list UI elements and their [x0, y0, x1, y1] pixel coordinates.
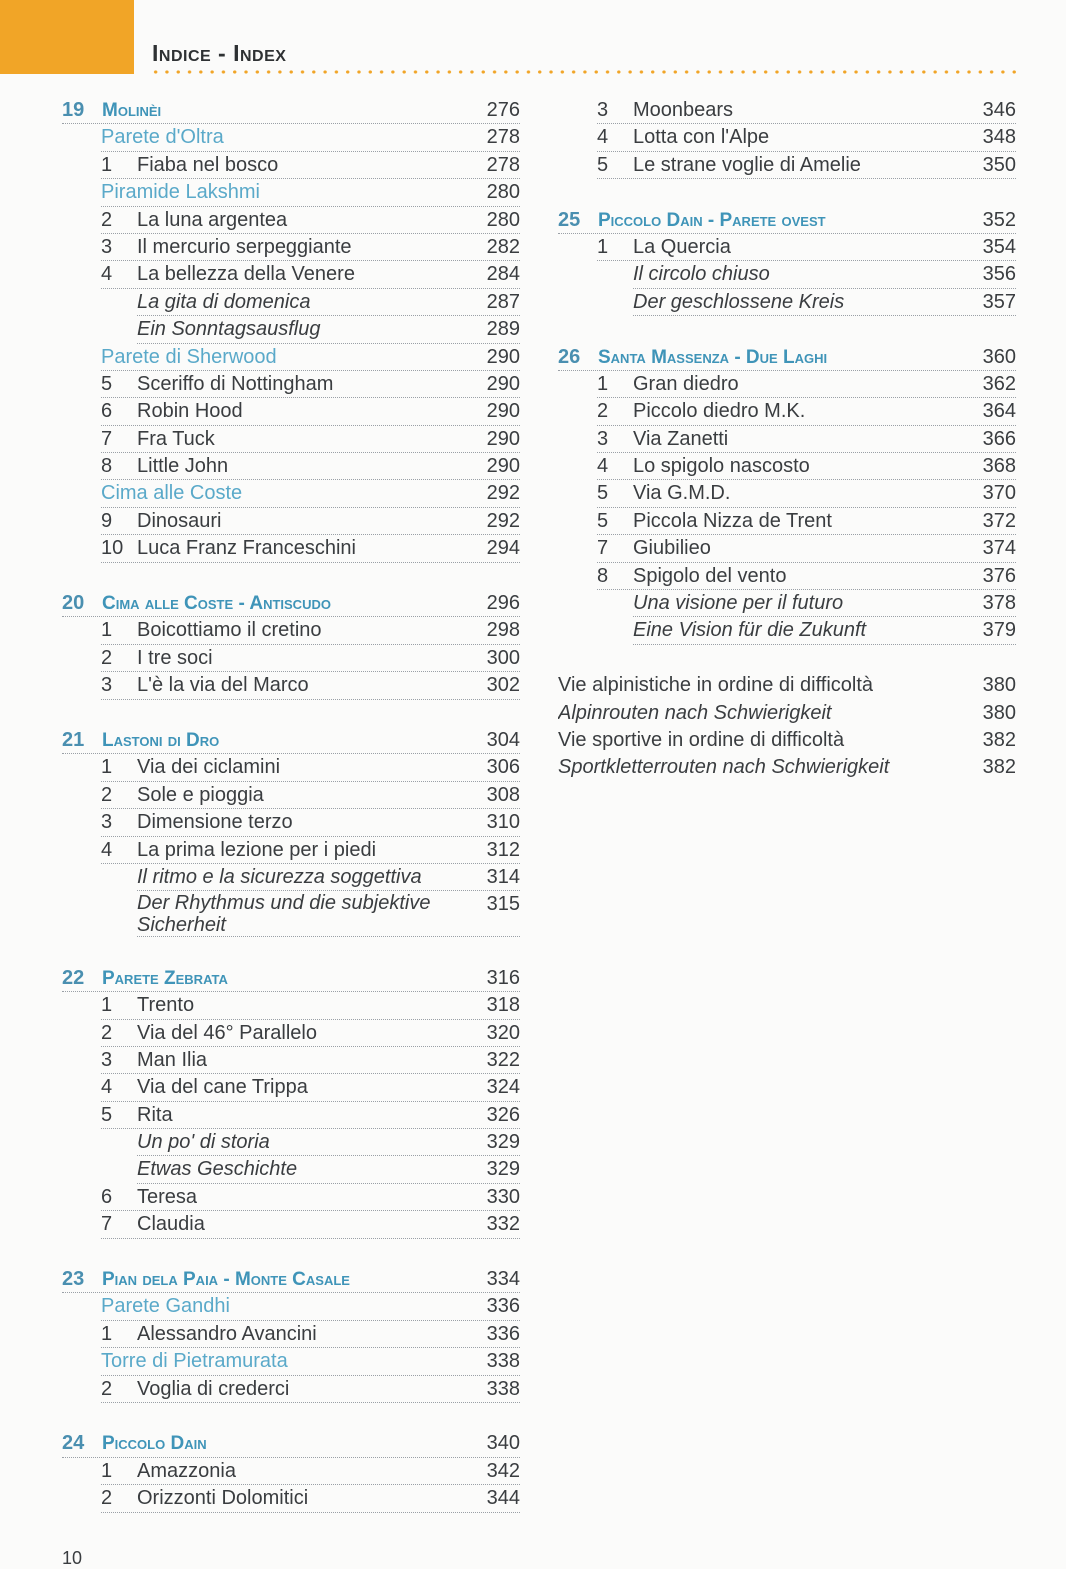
appendix-entry — [558, 672, 1016, 699]
page-ref: 372 — [982, 509, 1016, 532]
route-entry — [101, 617, 520, 644]
chapter-entry — [62, 590, 520, 700]
page-ref: 292 — [486, 482, 520, 505]
page-ref: 290 — [486, 372, 520, 395]
route-number: 1 — [597, 372, 609, 395]
entry-title: La gita di domenica — [137, 290, 311, 313]
page-ref: 382 — [982, 728, 1016, 751]
route-number: 3 — [101, 235, 113, 258]
route-entry — [597, 453, 1016, 480]
entry-title: Eine Vision für die Zukunft — [633, 619, 867, 642]
route-number: 7 — [101, 1213, 113, 1236]
page-ref: 379 — [982, 619, 1016, 642]
spacer — [62, 563, 520, 590]
appendix-entry — [558, 727, 1016, 754]
entry-title: Un po' di storia — [137, 1131, 270, 1154]
page-ref: 354 — [982, 235, 1016, 258]
chapter-number: 25 — [558, 208, 581, 231]
entry-title: Via del cane Trippa — [137, 1076, 308, 1099]
essay-entry — [633, 289, 1016, 316]
chapter-title: Pian dela Paia - Monte Casale — [102, 1269, 350, 1291]
chapter-entry — [62, 965, 520, 1239]
route-entry — [101, 809, 520, 836]
route-number: 1 — [101, 1322, 113, 1345]
spacer — [558, 645, 1016, 672]
page-ref: 298 — [486, 619, 520, 642]
route-number: 2 — [101, 646, 113, 669]
page-ref: 378 — [982, 592, 1016, 615]
entry-title: Piccolo diedro M.K. — [633, 400, 806, 423]
route-number: 2 — [101, 1377, 113, 1400]
page-ref: 346 — [982, 99, 1016, 121]
route-number: 1 — [597, 235, 609, 258]
chapter-number: 26 — [558, 345, 581, 368]
appendix-entry — [558, 754, 1016, 781]
page-ref: 276 — [486, 99, 520, 121]
entry-title: Vie sportive in ordine di difficoltà — [558, 728, 845, 751]
page-ref: 338 — [486, 1350, 520, 1373]
route-entry — [101, 1184, 520, 1211]
entry-title: Una visione per il futuro — [633, 592, 844, 615]
page-ref: 290 — [486, 345, 520, 368]
entry-title: La prima lezione per i piedi — [137, 838, 377, 861]
chapter-title: Santa Massenza - Due Laghi — [598, 346, 828, 368]
entry-title: Rita — [137, 1103, 173, 1126]
page-ref: 314 — [486, 865, 520, 888]
chapter-entry — [558, 672, 1016, 782]
entry-title: Torre di Pietramurata — [101, 1350, 288, 1373]
page-ref: 315 — [486, 893, 520, 916]
route-number: 5 — [597, 482, 609, 505]
entry-title: Amazzonia — [137, 1459, 236, 1482]
route-number: 5 — [597, 509, 609, 532]
route-number: 5 — [597, 153, 609, 176]
route-number: 1 — [101, 756, 113, 779]
appendix-entry — [558, 700, 1016, 727]
page-ref: 292 — [486, 509, 520, 532]
page-ref: 278 — [486, 153, 520, 176]
route-number: 8 — [597, 564, 609, 587]
page-ref: 382 — [982, 756, 1016, 779]
page-ref: 380 — [982, 674, 1016, 697]
page-ref: 352 — [982, 208, 1016, 231]
page-ref: 284 — [486, 263, 520, 286]
page-ref: 290 — [486, 400, 520, 423]
section-heading — [101, 344, 520, 371]
page-ref: 326 — [486, 1103, 520, 1126]
page-ref: 360 — [982, 345, 1016, 368]
entry-title: Dinosauri — [137, 509, 222, 532]
entry-title: Der Rhythmus und die subjektive Sicherheit — [137, 892, 431, 937]
entry-title: Il ritmo e la sicurezza soggettiva — [137, 865, 422, 888]
route-entry — [101, 1102, 520, 1129]
page-ref: 348 — [982, 126, 1016, 149]
chapter-entry — [558, 344, 1016, 645]
section-heading — [101, 124, 520, 151]
page-ref: 330 — [486, 1185, 520, 1208]
entry-title: Man Ilia — [137, 1048, 208, 1071]
entry-title: L'è la via del Marco — [137, 674, 309, 697]
page-ref: 278 — [486, 126, 520, 149]
page-ref: 332 — [486, 1213, 520, 1236]
page-ref: 280 — [486, 208, 520, 231]
page-ref: 294 — [486, 537, 520, 560]
page-ref: 296 — [486, 592, 520, 615]
chapter-title: Parete Zebrata — [102, 967, 228, 989]
chapter-title: Lastoni di Dro — [102, 729, 220, 751]
entry-title: Sceriffo di Nottingham — [137, 372, 334, 395]
route-number: 6 — [101, 1185, 113, 1208]
entry-title: Robin Hood — [137, 400, 243, 423]
page-ref: 344 — [486, 1487, 520, 1510]
essay-entry — [633, 261, 1016, 288]
spacer — [62, 1239, 520, 1266]
entry-title: Spigolo del vento — [633, 564, 787, 587]
route-entry — [101, 672, 520, 699]
entry-title: Boicottiamo il cretino — [137, 619, 322, 642]
essay-entry — [137, 1129, 520, 1156]
route-entry — [101, 1485, 520, 1512]
entry-title: Gran diedro — [633, 372, 739, 395]
essay-entry — [137, 1156, 520, 1183]
chapter-heading — [62, 590, 520, 617]
page-ref: 280 — [486, 181, 520, 204]
page-ref: 350 — [982, 153, 1016, 176]
section-heading — [101, 179, 520, 206]
page-ref: 287 — [486, 290, 520, 313]
page-ref: 336 — [486, 1322, 520, 1345]
essay-entry — [633, 617, 1016, 644]
page-number: 10 — [62, 1548, 83, 1568]
spacer — [62, 700, 520, 727]
chapter-heading — [62, 1430, 520, 1457]
chapter-heading — [62, 97, 520, 124]
page-ref: 320 — [486, 1021, 520, 1044]
page-ref: 362 — [982, 372, 1016, 395]
entry-title: Ein Sonntagsausflug — [137, 318, 321, 341]
route-entry — [101, 453, 520, 480]
entry-title: Via del 46° Parallelo — [137, 1021, 317, 1044]
spacer — [62, 1403, 520, 1430]
entry-title: Sportkletterrouten nach Schwierigkeit — [558, 756, 890, 779]
spacer — [62, 937, 520, 964]
page-ref: 340 — [486, 1432, 520, 1455]
route-number: 2 — [101, 1487, 113, 1510]
entry-title: La bellezza della Venere — [137, 263, 355, 286]
route-entry — [101, 261, 520, 288]
route-entry — [597, 97, 1016, 124]
page-ref: 329 — [486, 1158, 520, 1181]
entry-title: Via Zanetti — [633, 427, 729, 450]
entry-title: Dimensione terzo — [137, 811, 293, 834]
route-entry — [101, 1211, 520, 1238]
page-ref: 324 — [486, 1076, 520, 1099]
entry-title: Parete d'Oltra — [101, 126, 224, 149]
index-column-left — [62, 97, 520, 1513]
entry-title: Luca Franz Franceschini — [137, 537, 356, 560]
entry-title: Il mercurio serpeggiante — [137, 235, 352, 258]
chapter-number: 23 — [62, 1268, 85, 1291]
essay-entry — [137, 289, 520, 316]
route-number: 1 — [101, 153, 113, 176]
route-entry — [101, 645, 520, 672]
page-ref: 316 — [486, 966, 520, 989]
page-ref: 334 — [486, 1268, 520, 1291]
route-number: 4 — [597, 126, 609, 149]
page-ref: 318 — [486, 994, 520, 1017]
route-entry — [101, 1020, 520, 1047]
essay-entry — [137, 864, 520, 891]
entry-title: Der geschlossene Kreis — [633, 290, 845, 313]
page-ref: 356 — [982, 263, 1016, 286]
route-number: 3 — [101, 811, 113, 834]
page-ref: 304 — [486, 728, 520, 751]
route-entry — [597, 563, 1016, 590]
route-number: 10 — [101, 537, 124, 560]
section-heading — [101, 1348, 520, 1375]
entry-title: Etwas Geschichte — [137, 1158, 298, 1181]
page-ref: 329 — [486, 1131, 520, 1154]
chapter-entry — [558, 97, 1016, 179]
route-number: 2 — [597, 400, 609, 423]
chapter-entry — [62, 97, 520, 563]
entry-title: Moonbears — [633, 99, 734, 121]
route-entry — [597, 480, 1016, 507]
entry-title: Piccola Nizza de Trent — [633, 509, 832, 532]
page-ref: 290 — [486, 427, 520, 450]
entry-title: Orizzonti Dolomitici — [137, 1487, 309, 1510]
page-ref: 308 — [486, 783, 520, 806]
route-entry — [101, 1321, 520, 1348]
page-ref: 336 — [486, 1295, 520, 1318]
chapter-title: Molinèi — [102, 100, 162, 121]
page-ref: 338 — [486, 1377, 520, 1400]
route-entry — [597, 234, 1016, 261]
entry-title: Fra Tuck — [137, 427, 215, 450]
page-ref: 290 — [486, 455, 520, 478]
route-entry — [597, 508, 1016, 535]
section-heading — [101, 1293, 520, 1320]
chapter-entry — [62, 1266, 520, 1403]
entry-title: Alessandro Avancini — [137, 1322, 317, 1345]
entry-title: Le strane voglie di Amelie — [633, 153, 861, 176]
route-entry — [101, 207, 520, 234]
essay-entry — [137, 891, 520, 937]
chapter-title: Piccolo Dain - Parete ovest — [598, 209, 826, 231]
entry-title: La Quercia — [633, 235, 731, 258]
entry-title: Il circolo chiuso — [633, 263, 770, 286]
chapter-title: Piccolo Dain — [102, 1433, 207, 1455]
route-number: 4 — [597, 455, 609, 478]
page-ref: 366 — [982, 427, 1016, 450]
entry-title: I tre soci — [137, 646, 213, 669]
route-number: 2 — [101, 783, 113, 806]
entry-title: Alpinrouten nach Schwierigkeit — [558, 701, 832, 724]
entry-title: Trento — [137, 994, 195, 1017]
page-ref: 357 — [982, 290, 1016, 313]
entry-title: Lotta con l'Alpe — [633, 126, 770, 149]
route-entry — [101, 992, 520, 1019]
route-number: 4 — [101, 1076, 113, 1099]
spacer — [558, 316, 1016, 343]
route-number: 3 — [597, 427, 609, 450]
chapter-entry — [62, 727, 520, 937]
route-entry — [597, 398, 1016, 425]
chapter-entry — [558, 207, 1016, 317]
route-number: 2 — [101, 1021, 113, 1044]
entry-title: Parete Gandhi — [101, 1295, 230, 1318]
route-entry — [101, 837, 520, 864]
page-ref: 310 — [486, 811, 520, 834]
page-ref: 376 — [982, 564, 1016, 587]
section-heading — [101, 480, 520, 507]
route-number: 1 — [101, 619, 113, 642]
route-number: 4 — [101, 263, 113, 286]
route-number: 3 — [101, 1048, 113, 1071]
entry-title: Vie alpinistiche in ordine di difficoltà — [558, 674, 874, 697]
route-entry — [101, 535, 520, 562]
route-entry — [597, 152, 1016, 179]
route-number: 5 — [101, 372, 113, 395]
page-ref: 374 — [982, 537, 1016, 560]
corner-tab — [0, 0, 134, 74]
page-ref: 380 — [982, 701, 1016, 724]
chapter-number: 22 — [62, 966, 85, 989]
chapter-number: 19 — [62, 99, 85, 121]
route-entry — [101, 1376, 520, 1403]
chapter-heading — [558, 344, 1016, 371]
entry-title: Little John — [137, 455, 229, 478]
route-entry — [101, 1458, 520, 1485]
chapter-heading — [62, 965, 520, 992]
route-number: 1 — [101, 1459, 113, 1482]
chapter-entry — [62, 1430, 520, 1512]
route-entry — [597, 535, 1016, 562]
route-entry — [597, 371, 1016, 398]
index-column-right — [558, 97, 1016, 782]
page-ref: 370 — [982, 482, 1016, 505]
entry-title: Piramide Lakshmi — [101, 181, 260, 204]
route-number: 6 — [101, 400, 113, 423]
entry-title: Voglia di crederci — [137, 1377, 290, 1400]
page-ref: 368 — [982, 455, 1016, 478]
route-entry — [101, 426, 520, 453]
page-ref: 364 — [982, 400, 1016, 423]
route-number: 9 — [101, 509, 113, 532]
dotted-rule — [150, 70, 1018, 74]
essay-entry — [137, 316, 520, 343]
route-entry — [101, 234, 520, 261]
entry-title: Via G.M.D. — [633, 482, 731, 505]
entry-title: Giubilieo — [633, 537, 711, 560]
route-entry — [101, 508, 520, 535]
page-ref: 289 — [486, 318, 520, 341]
entry-title: Via dei ciclamini — [137, 756, 281, 779]
route-entry — [101, 371, 520, 398]
route-entry — [101, 152, 520, 179]
chapter-number: 20 — [62, 592, 85, 615]
entry-title: Parete di Sherwood — [101, 345, 277, 368]
page-ref: 302 — [486, 674, 520, 697]
entry-title: La luna argentea — [137, 208, 288, 231]
route-entry — [597, 426, 1016, 453]
entry-title: Claudia — [137, 1213, 205, 1236]
chapter-number: 21 — [62, 728, 85, 751]
route-number: 3 — [101, 674, 113, 697]
entry-title: Cima alle Coste — [101, 482, 243, 505]
route-number: 5 — [101, 1103, 113, 1126]
route-number: 7 — [101, 427, 113, 450]
entry-title: Teresa — [137, 1185, 198, 1208]
spacer — [558, 179, 1016, 206]
route-entry — [101, 754, 520, 781]
route-entry — [101, 782, 520, 809]
route-entry — [101, 1074, 520, 1101]
route-number: 7 — [597, 537, 609, 560]
route-entry — [101, 1047, 520, 1074]
chapter-heading — [62, 727, 520, 754]
route-entry — [597, 124, 1016, 151]
chapter-heading — [558, 207, 1016, 234]
entry-title: Lo spigolo nascosto — [633, 455, 810, 478]
page-title: Indice - Index — [152, 40, 287, 66]
chapter-title: Cima alle Coste - Antiscudo — [102, 593, 331, 615]
route-number: 1 — [101, 994, 113, 1017]
chapter-number: 24 — [62, 1432, 85, 1455]
page-ref: 282 — [486, 235, 520, 258]
page-ref: 322 — [486, 1048, 520, 1071]
page-ref: 342 — [486, 1459, 520, 1482]
page-ref: 312 — [486, 838, 520, 861]
route-number: 8 — [101, 455, 113, 478]
route-number: 2 — [101, 208, 113, 231]
page-ref: 300 — [486, 646, 520, 669]
chapter-heading — [62, 1266, 520, 1293]
route-entry — [101, 398, 520, 425]
essay-entry — [633, 590, 1016, 617]
page-ref: 306 — [486, 756, 520, 779]
route-number: 3 — [597, 99, 609, 121]
entry-title: Fiaba nel bosco — [137, 153, 279, 176]
route-number: 4 — [101, 838, 113, 861]
entry-title: Sole e pioggia — [137, 783, 264, 806]
